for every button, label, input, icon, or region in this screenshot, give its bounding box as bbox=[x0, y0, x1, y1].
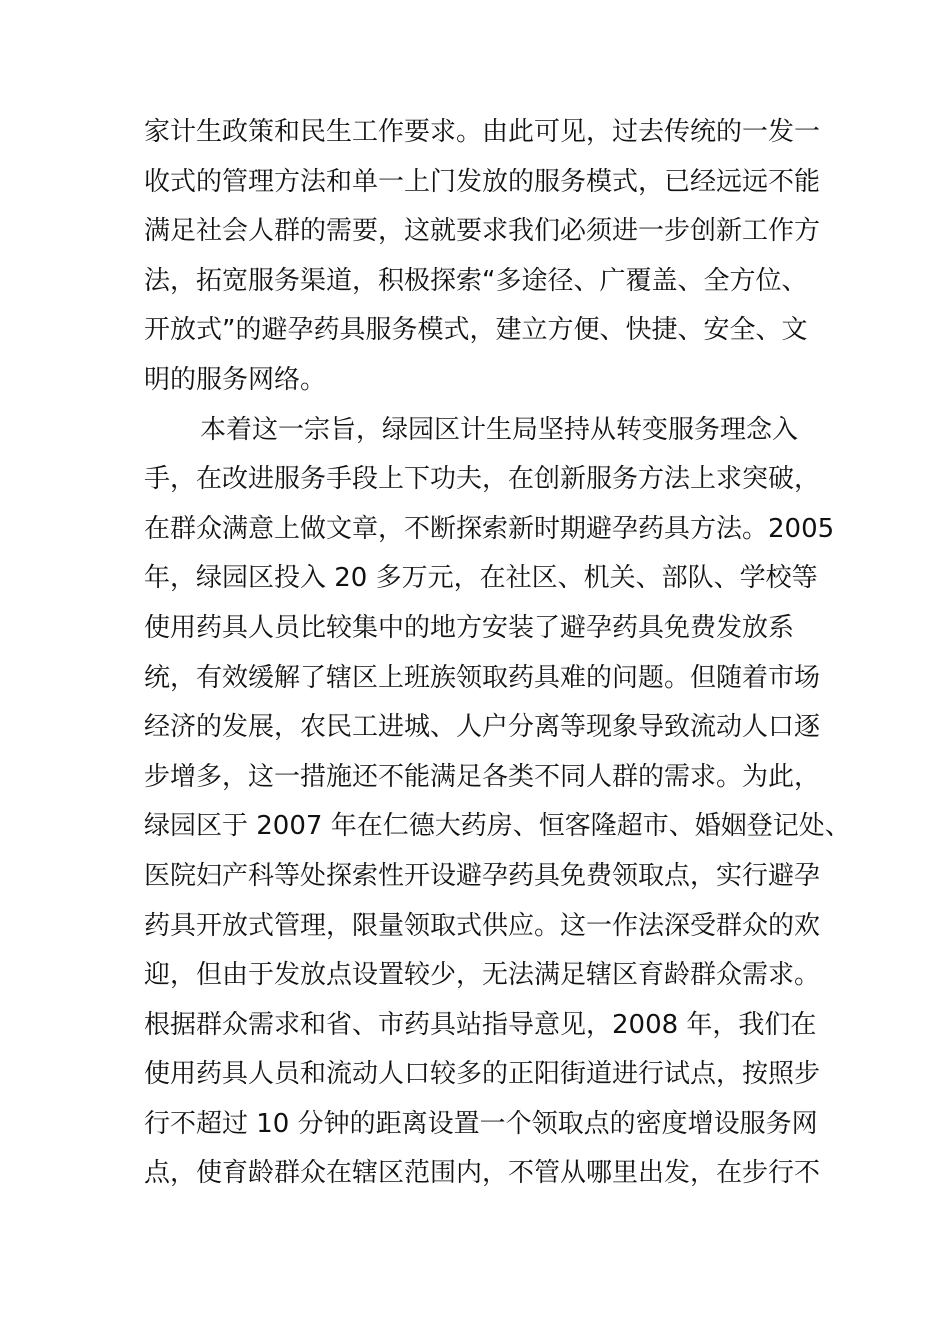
text-line: 开放式”的避孕药具服务模式，建立方便、快捷、安全、文 bbox=[144, 315, 808, 346]
text-line: 药具开放式管理，限量领取式供应。这一作法深受群众的欢 bbox=[144, 910, 821, 941]
text-line: 行不超过 10 分钟的距离设置一个领取点的密度增设服务网 bbox=[144, 1108, 818, 1139]
text-line: 明的服务网络。 bbox=[144, 364, 327, 395]
text-line: 使用药具人员和流动人口较多的正阳街道进行试点，按照步 bbox=[144, 1059, 821, 1090]
text-line: 医院妇产科等处探索性开设避孕药具免费领取点，实行避孕 bbox=[144, 860, 821, 891]
text-line: 绿园区于 2007 年在仁德大药房、恒客隆超市、婚姻登记处、 bbox=[144, 811, 851, 842]
text-line: 根据群众需求和省、市药具站指导意见，2008 年，我们在 bbox=[144, 1009, 817, 1040]
text-line: 法，拓宽服务渠道，积极探索“多途径、广覆盖、全方位、 bbox=[144, 265, 808, 296]
text-line: 在群众满意上做文章，不断探索新时期避孕药具方法。2005 bbox=[144, 513, 835, 544]
text-line: 统，有效缓解了辖区上班族领取药具难的问题。但随着市场 bbox=[144, 662, 821, 693]
text-line: 经济的发展，农民工进城、人户分离等现象导致流动人口逐 bbox=[144, 712, 821, 743]
text-line: 使用药具人员比较集中的地方安装了避孕药具免费发放系 bbox=[144, 612, 795, 643]
body-text bbox=[144, 108, 851, 1199]
text-line: 家计生政策和民生工作要求。由此可见，过去传统的一发一 bbox=[144, 117, 821, 147]
text-line: 年，绿园区投入 20 多万元，在社区、机关、部队、学校等 bbox=[144, 563, 818, 594]
text-line: 收式的管理方法和单一上门发放的服务模式，已经远远不能 bbox=[144, 166, 821, 197]
text-line: 点，使育龄群众在辖区范围内，不管从哪里出发，在步行不 bbox=[144, 1158, 821, 1189]
text-line: 步增多，这一措施还不能满足各类不同人群的需求。为此， bbox=[144, 761, 821, 792]
text-line: 迎，但由于发放点设置较少，无法满足辖区育龄群众需求。 bbox=[144, 960, 821, 991]
paragraph-start-line: 本着这一宗旨，绿园区计生局坚持从转变服务理念入 bbox=[200, 414, 799, 445]
text-line: 手，在改进服务手段上下功夫，在创新服务方法上求突破， bbox=[144, 464, 821, 495]
text-line: 满足社会人群的需要，这就要求我们必须进一步创新工作方 bbox=[144, 216, 821, 247]
